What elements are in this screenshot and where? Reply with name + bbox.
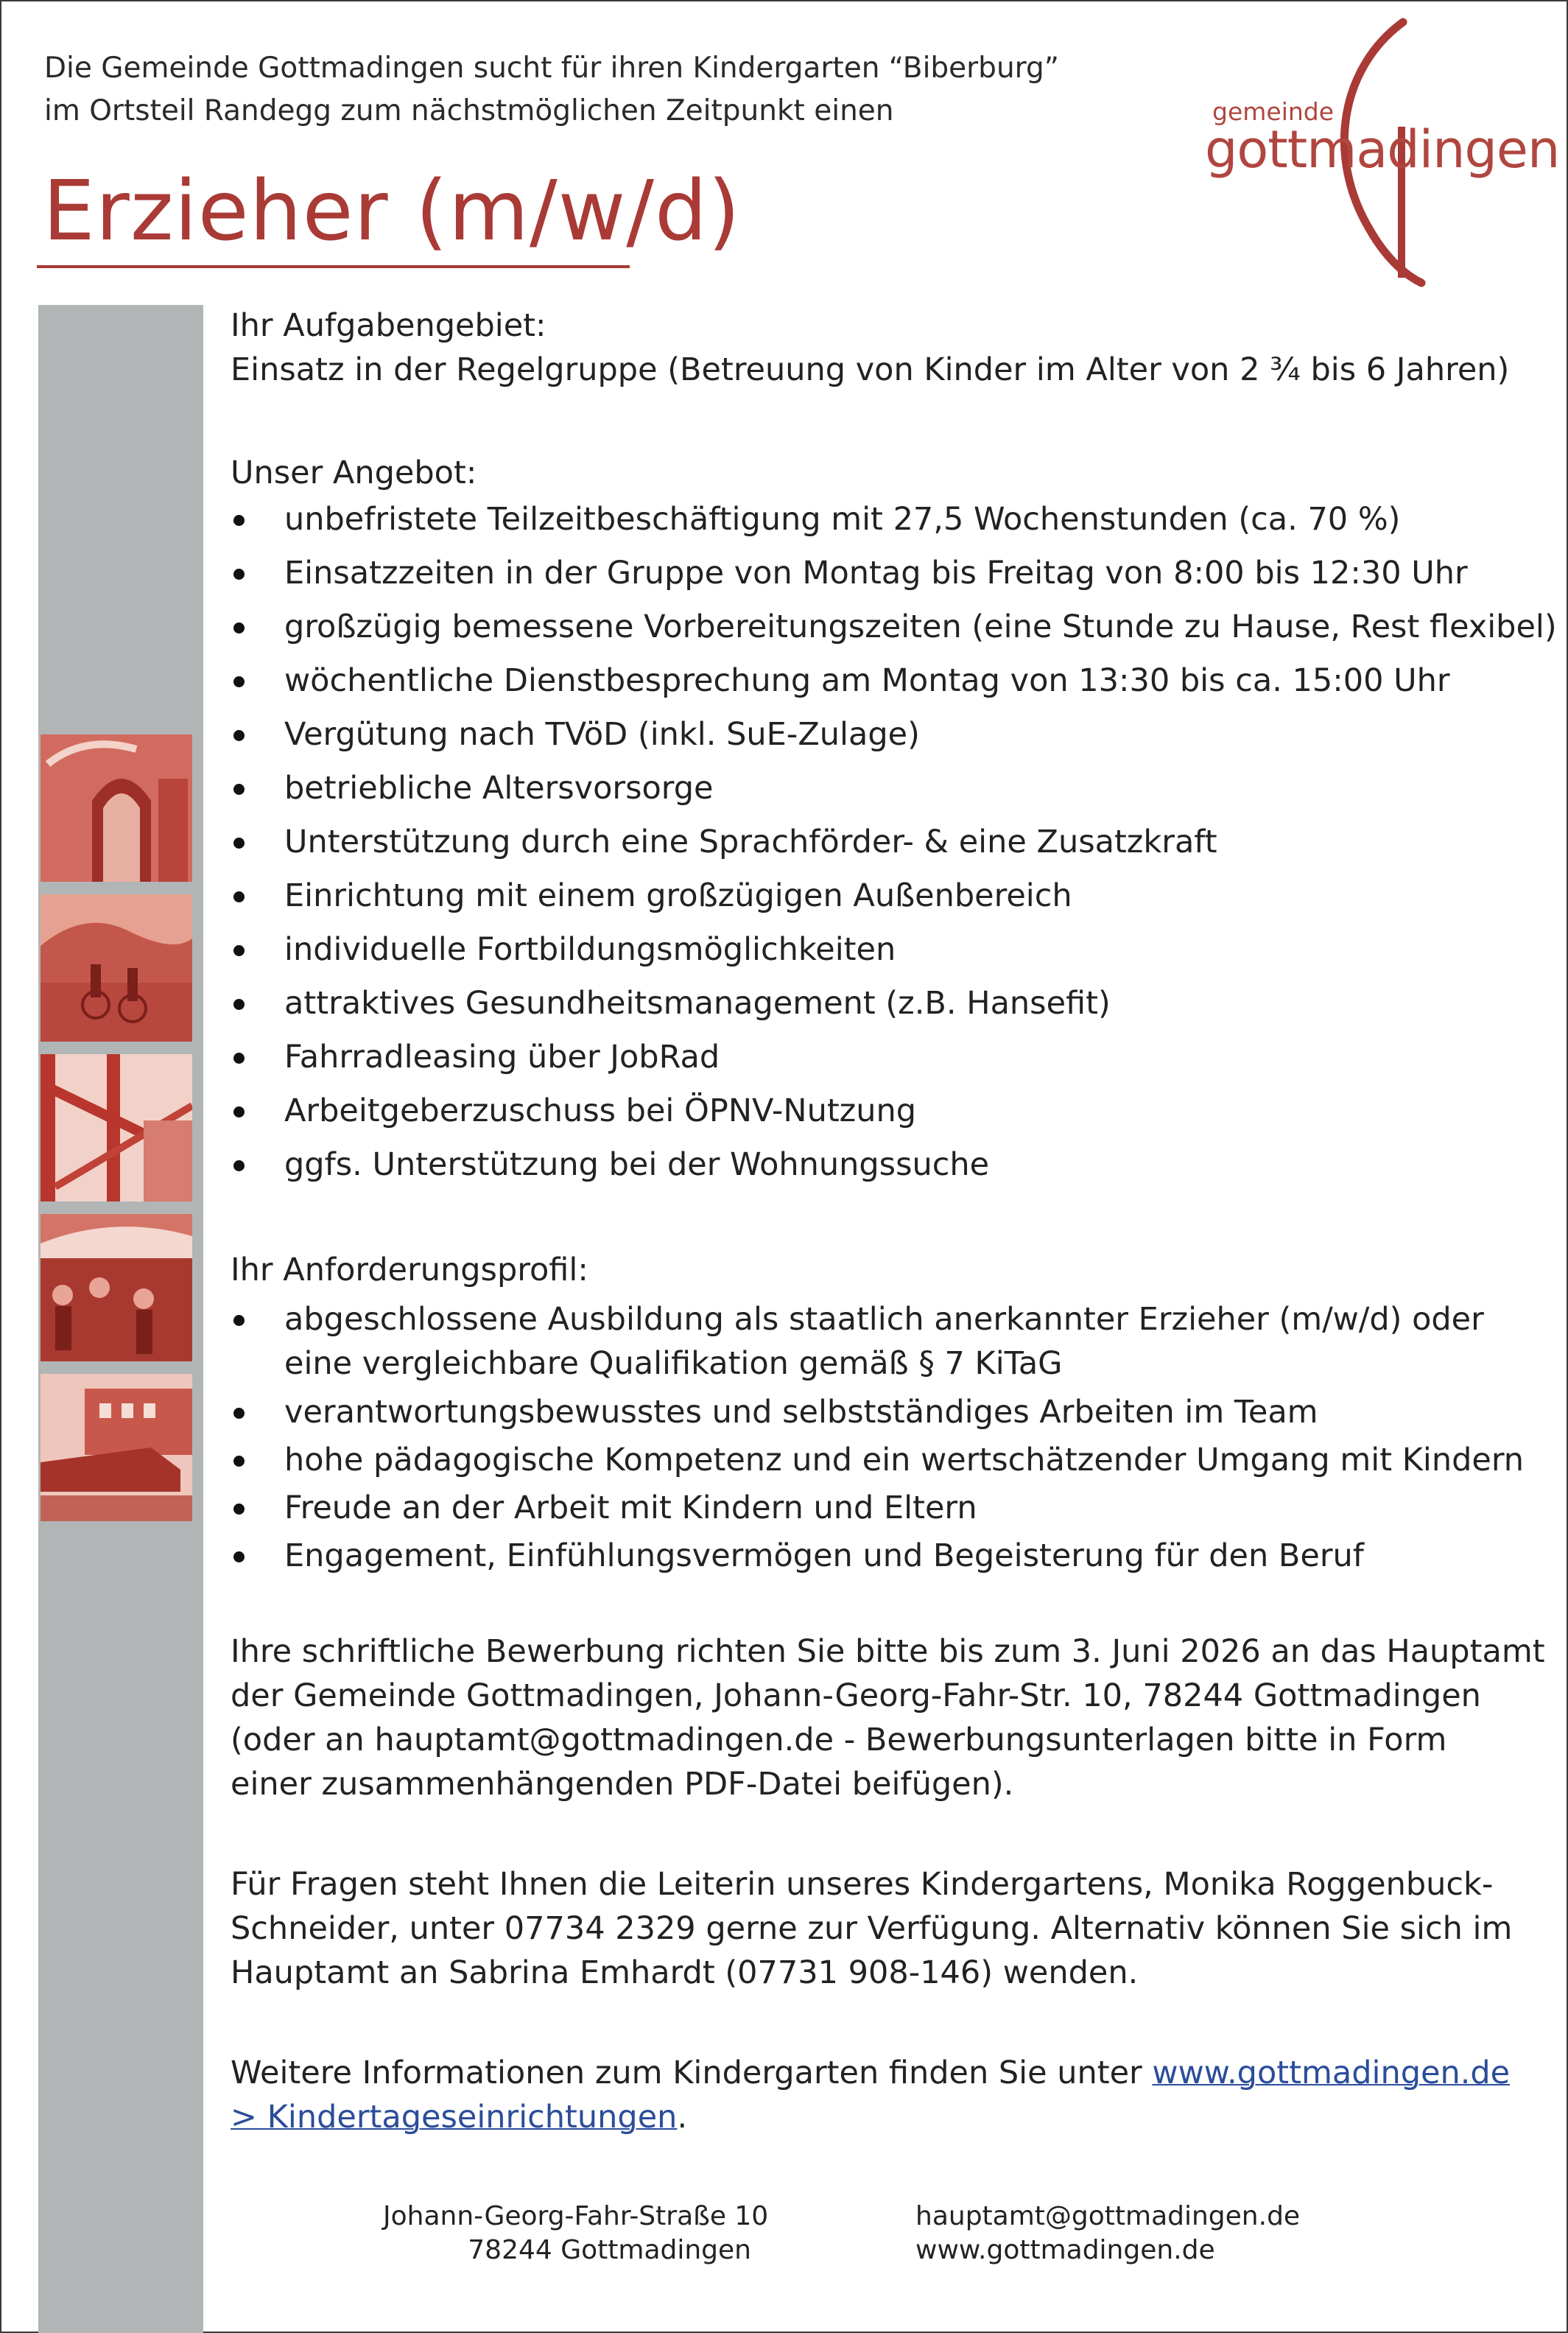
photo-building-entrance bbox=[41, 734, 192, 882]
bullet-icon bbox=[233, 999, 245, 1010]
intro-line: im Ortsteil Randegg zum nächstmöglichen Zeitpunkt einen bbox=[44, 94, 894, 127]
bullet-icon bbox=[233, 1160, 245, 1171]
footer-web: www.gottmadingen.de bbox=[915, 2235, 1215, 2265]
bullet-icon bbox=[233, 1106, 245, 1118]
aufgaben-text: Einsatz in der Regelgruppe (Betreuung von Kinder im Alter von 2 ¾ bis 6 Jahren) bbox=[231, 351, 1510, 388]
bullet-icon bbox=[233, 784, 245, 795]
bullet-icon bbox=[233, 891, 245, 902]
weitere-text bbox=[231, 2095, 687, 2139]
fragen-text: Hauptamt an Sabrina Emhardt (07731 908-146) wenden. bbox=[231, 1954, 1139, 1991]
bewerbung-text: Ihre schriftliche Bewerbung richten Sie bitte bis zum 3. Juni 2026 an das Hauptamt bbox=[231, 1633, 1545, 1670]
bullet-icon bbox=[233, 945, 245, 956]
footer-contact bbox=[915, 2200, 1300, 2267]
bewerbung-text: (oder an hauptamt@gottmadingen.de - Bewerbungsunterlagen bitte in Form bbox=[231, 1722, 1447, 1758]
website-link[interactable]: www.gottmadingen.de bbox=[1152, 2055, 1511, 2091]
weitere-prefix: Weitere Informationen zum Kindergarten finden Sie unter bbox=[231, 2055, 1153, 2091]
bullet-icon bbox=[233, 838, 245, 849]
logo-word-gottmadingen: gottmadingen bbox=[1205, 119, 1560, 180]
photo-market-crowd bbox=[41, 1214, 192, 1361]
bullet-icon bbox=[233, 1053, 245, 1064]
intro-line: Die Gemeinde Gottmadingen sucht für ihren Kindergarten “Biberburg” bbox=[44, 52, 1059, 85]
bullet-icon bbox=[233, 676, 245, 687]
footer-email: hauptamt@gottmadingen.de bbox=[915, 2201, 1301, 2231]
section-heading-angebot: Unser Angebot: bbox=[231, 455, 477, 491]
gottmadingen-logo bbox=[1200, 16, 1560, 290]
fragen-text: Für Fragen steht Ihnen die Leiterin unseres Kindergartens, Monika Roggenbuck- bbox=[231, 1866, 1494, 1903]
photo-train-station bbox=[41, 1374, 192, 1521]
photo-cyclists-landscape bbox=[41, 894, 192, 1042]
bullet-icon bbox=[233, 622, 245, 634]
bullet-icon bbox=[233, 515, 245, 526]
photo-red-structure bbox=[41, 1054, 192, 1201]
bullet-icon bbox=[233, 569, 245, 580]
bewerbung-text: einer zusammenhängenden PDF-Datei beifügen). bbox=[231, 1766, 1014, 1803]
intro-text bbox=[44, 47, 1059, 133]
weitere-suffix: . bbox=[677, 2099, 688, 2136]
bullet-icon bbox=[233, 1504, 245, 1515]
kindertageseinrichtungen-link[interactable]: > Kindertageseinrichtungen bbox=[231, 2099, 678, 2136]
footer-address bbox=[383, 2200, 769, 2267]
section-heading-profil: Ihr Anforderungsprofil: bbox=[231, 1252, 588, 1288]
section-heading-aufgaben: Ihr Aufgabengebiet: bbox=[231, 307, 546, 344]
logo-word-gemeinde: gemeinde bbox=[1212, 97, 1335, 126]
weitere-text bbox=[231, 2051, 1510, 2095]
bullet-icon bbox=[233, 730, 245, 741]
footer-city: 78244 Gottmadingen bbox=[468, 2235, 751, 2265]
bullet-icon bbox=[233, 1408, 245, 1419]
bullet-icon bbox=[233, 1551, 245, 1562]
bewerbung-text: der Gemeinde Gottmadingen, Johann-Georg-Fahr-Str. 10, 78244 Gottmadingen bbox=[231, 1677, 1481, 1714]
job-title: Erzieher (m/w/d) bbox=[43, 164, 741, 259]
bullet-icon bbox=[233, 1456, 245, 1467]
title-underline bbox=[37, 265, 630, 268]
bullet-icon bbox=[233, 1315, 245, 1326]
footer-street: Johann-Georg-Fahr-Straße 10 bbox=[383, 2201, 769, 2231]
fragen-text: Schneider, unter 07734 2329 gerne zur Verfügung. Alternativ können Sie sich im bbox=[231, 1910, 1513, 1947]
